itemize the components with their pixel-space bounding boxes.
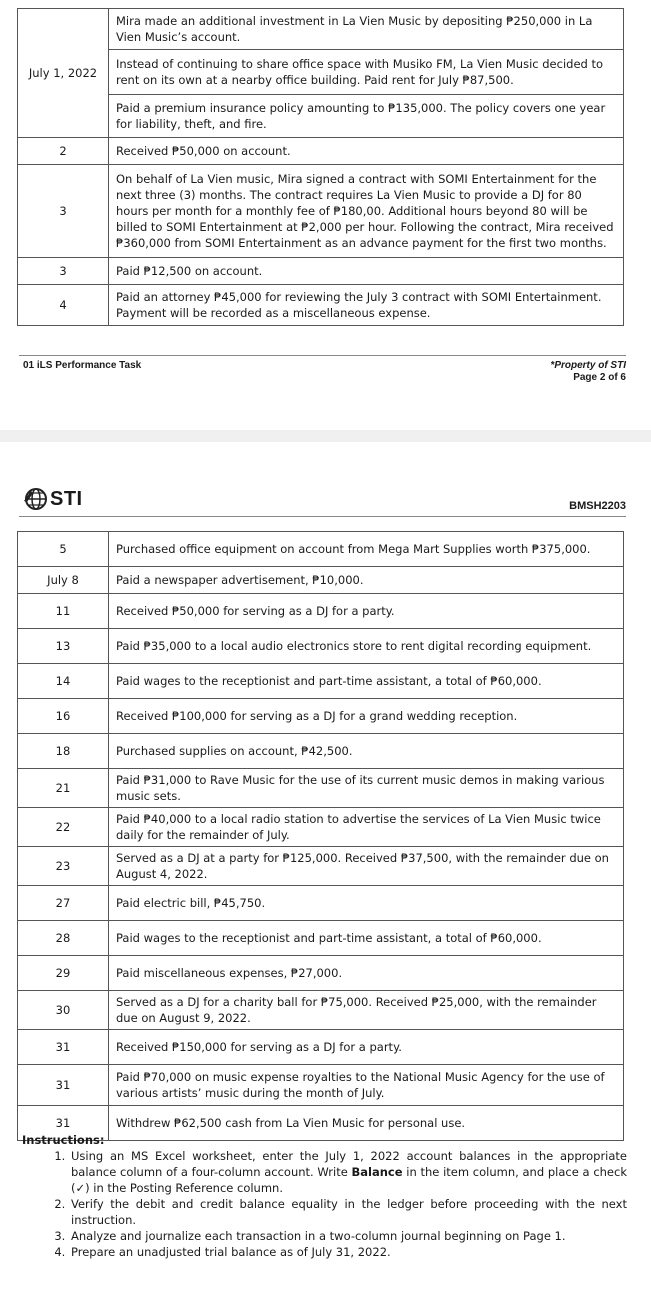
description-cell: Paid ₱35,000 to a local audio electronics store to rent digital recording equipment. xyxy=(109,629,624,664)
table-row xyxy=(18,594,624,629)
date-cell: 27 xyxy=(18,886,109,921)
description-cell: Paid ₱31,000 to Rave Music for the use of its current music demos in making various music sets. xyxy=(109,769,624,808)
course-code: BMSH2203 xyxy=(569,500,626,512)
date-cell: 11 xyxy=(18,594,109,629)
description-cell: Served as a DJ for a charity ball for ₱75,000. Received ₱25,000, with the remainder due on August 9, 2022. xyxy=(109,991,624,1030)
instructions-list xyxy=(22,1148,627,1260)
footer-page-number: Page 2 of 6 xyxy=(573,372,626,383)
description-cell: Received ₱100,000 for serving as a DJ for a grand wedding reception. xyxy=(109,699,624,734)
header-divider xyxy=(19,516,626,517)
table-row xyxy=(18,285,624,326)
date-cell: 5 xyxy=(18,532,109,567)
date-cell: 3 xyxy=(18,258,109,285)
transactions-table-page2 xyxy=(17,531,624,1141)
sti-logo xyxy=(23,487,83,511)
table-row xyxy=(18,532,624,567)
description-cell: Paid an attorney ₱45,000 for reviewing the July 3 contract with SOMI Entertainment. Payment will be recorded as a miscellaneous expense. xyxy=(109,285,624,326)
instruction-item: 2. Verify the debit and credit balance equality in the ledger before proceeding with the next instruction. xyxy=(69,1196,627,1228)
footer-property: *Property of STI xyxy=(550,360,626,371)
instruction-text: in the item column, and place a check (✓) in the Posting Reference column. xyxy=(71,1165,627,1195)
table-row xyxy=(18,734,624,769)
description-cell: Paid miscellaneous expenses, ₱27,000. xyxy=(109,956,624,991)
transactions-table-page1 xyxy=(17,8,624,326)
description-cell: Purchased supplies on account, ₱42,500. xyxy=(109,734,624,769)
date-cell: 31 xyxy=(18,1065,109,1106)
description-cell: Received ₱50,000 for serving as a DJ for a party. xyxy=(109,594,624,629)
date-cell: 3 xyxy=(18,165,109,258)
date-cell: 18 xyxy=(18,734,109,769)
table-row xyxy=(18,1030,624,1065)
table-row xyxy=(18,664,624,699)
date-cell: 31 xyxy=(18,1106,109,1141)
logo-text: STI xyxy=(50,487,83,510)
table-row xyxy=(18,9,624,50)
date-cell: 31 xyxy=(18,1030,109,1065)
date-cell: 28 xyxy=(18,921,109,956)
description-cell: Paid ₱40,000 to a local radio station to advertise the services of La Vien Music twice daily for the remainder of July. xyxy=(109,808,624,847)
table-row xyxy=(18,921,624,956)
instructions-title: Instructions: xyxy=(22,1133,105,1147)
instruction-item xyxy=(69,1148,627,1196)
table-row xyxy=(18,769,624,808)
description-cell: Purchased office equipment on account from Mega Mart Supplies worth ₱375,000. xyxy=(109,532,624,567)
date-cell: 21 xyxy=(18,769,109,808)
description-cell: Received ₱50,000 on account. xyxy=(109,138,624,165)
table-row xyxy=(18,699,624,734)
description-cell: Paid ₱70,000 on music expense royalties to the National Music Agency for the use of various artists’ music during the month of July. xyxy=(109,1065,624,1106)
footer-page-info xyxy=(550,360,626,384)
table-row xyxy=(18,138,624,165)
date-cell: 29 xyxy=(18,956,109,991)
table-row xyxy=(18,567,624,594)
description-cell: Instead of continuing to share office space with Musiko FM, La Vien Music decided to rent on its own at a nearby office building. Paid rent for July ₱87,500. xyxy=(109,50,624,95)
table-body xyxy=(18,532,624,1141)
date-cell: 30 xyxy=(18,991,109,1030)
date-cell: 22 xyxy=(18,808,109,847)
table-row xyxy=(18,165,624,258)
instructions-section xyxy=(22,1132,627,1260)
footer-task-label: 01 iLS Performance Task xyxy=(23,360,142,371)
description-cell: Paid a premium insurance policy amounting to ₱135,000. The policy covers one year for liability, theft, and fire. xyxy=(109,95,624,138)
table-row xyxy=(18,808,624,847)
table-row xyxy=(18,956,624,991)
table-row xyxy=(18,886,624,921)
date-cell: 14 xyxy=(18,664,109,699)
date-cell: July 8 xyxy=(18,567,109,594)
date-cell: 13 xyxy=(18,629,109,664)
description-cell: Withdrew ₱62,500 cash from La Vien Music for personal use. xyxy=(109,1106,624,1141)
description-cell: Paid wages to the receptionist and part-time assistant, a total of ₱60,000. xyxy=(109,921,624,956)
page-separator xyxy=(0,430,651,442)
globe-icon xyxy=(23,487,49,511)
description-cell: Received ₱150,000 for serving as a DJ for a party. xyxy=(109,1030,624,1065)
description-cell: Mira made an additional investment in La Vien Music by depositing ₱250,000 in La Vien Music’s account. xyxy=(109,9,624,50)
description-cell: Paid electric bill, ₱45,750. xyxy=(109,886,624,921)
footer-divider xyxy=(19,355,626,356)
description-cell: On behalf of La Vien music, Mira signed a contract with SOMI Entertainment for the next three (3) months. The contract requires La Vien Music to provide a DJ for 80 hours per month for a monthly fee of ₱180,00. Additional hours beyond 80 will be billed to SOMI Entertainment at ₱2,000 per hour. Following the contract, Mira received ₱360,000 from SOMI Entertainment as an advance payment for the first two months. xyxy=(109,165,624,258)
date-cell: July 1, 2022 xyxy=(18,9,109,138)
description-cell: Served as a DJ at a party for ₱125,000. Received ₱37,500, with the remainder due on August 4, 2022. xyxy=(109,847,624,886)
table-row xyxy=(18,1065,624,1106)
instruction-item: 3. Analyze and journalize each transaction in a two-column journal beginning on Page 1. xyxy=(69,1228,627,1244)
description-cell: Paid a newspaper advertisement, ₱10,000. xyxy=(109,567,624,594)
table-row xyxy=(18,50,624,95)
table-row xyxy=(18,629,624,664)
table-row xyxy=(18,95,624,138)
description-cell: Paid wages to the receptionist and part-time assistant, a total of ₱60,000. xyxy=(109,664,624,699)
date-cell: 16 xyxy=(18,699,109,734)
table-row xyxy=(18,991,624,1030)
instruction-text: Using an MS Excel worksheet, enter the July 1, 2022 account balances in the appropriate balance column of a four-column account. Write xyxy=(71,1149,627,1179)
table-row xyxy=(18,847,624,886)
date-cell: 2 xyxy=(18,138,109,165)
date-cell: 4 xyxy=(18,285,109,326)
table-row xyxy=(18,258,624,285)
date-cell: 23 xyxy=(18,847,109,886)
description-cell: Paid ₱12,500 on account. xyxy=(109,258,624,285)
instruction-item: 4. Prepare an unadjusted trial balance as of July 31, 2022. xyxy=(69,1244,627,1260)
instruction-bold-term: Balance xyxy=(351,1165,403,1179)
